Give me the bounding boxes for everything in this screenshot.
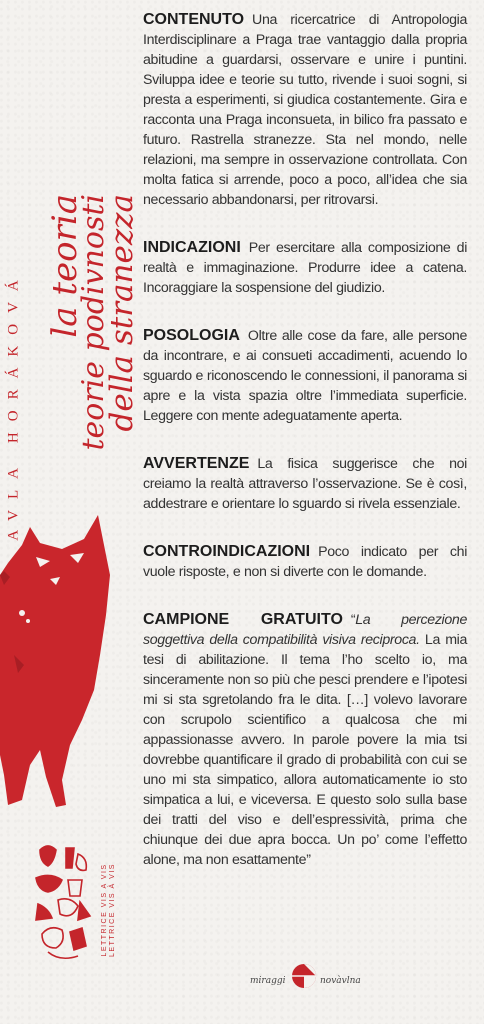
red-cat-illustration — [0, 505, 140, 815]
section-heading: AVVERTENZE — [143, 455, 250, 472]
section-text: Per esercitare alla composizione di realtà e immaginazione. Produrre idee a catena. Incoraggiare la sospensione del giudizio. — [143, 240, 467, 296]
section-text: Una ricercatrice di Antropologia Interdisciplinare a Praga trae vantaggio dalla propria abitudine a guardarsi, osservare e unire i puntini. Sviluppa idee e teorie su tutto, rivende i suoi sogni, si presta a esperimenti, si giudica costantemente. Gira e racconta una Praga inconsueta, in bilico fra passato e futuro. Rastrella stranezze. Sta nel mondo, nelle relazioni, ma sempre in osservazione controllata. Con molta fatica si arrende, poco a poco, all’idea che sia necessario abbandonarsi, per ritrovarsi. — [143, 12, 467, 208]
title-line-2: teorie podivnosti — [76, 194, 111, 451]
publisher-name-left: miraggi — [250, 976, 286, 986]
title-line-1: la teoria — [45, 194, 85, 338]
author-name: AVLA HORÁKOVÁ — [5, 269, 22, 541]
description-column — [143, 10, 467, 898]
section-campione-gratuito — [143, 610, 467, 870]
quote-open-mark: “ — [350, 612, 356, 628]
section-avvertenze — [143, 454, 467, 514]
section-text: Poco indicato per chi vuole risposte, e non si diverte con le domande. — [143, 544, 467, 580]
title-line-3: della stranezza — [104, 194, 140, 432]
publisher-name-right: novàvlna — [320, 976, 361, 986]
section-heading: INDICAZIONI — [143, 239, 241, 256]
section-controindicazioni — [143, 542, 467, 582]
publisher-logo — [250, 960, 360, 1010]
section-heading: CONTROINDICAZIONI — [143, 543, 311, 560]
quote-italic-title: La percezione soggettiva della compatibilità visiva reciproca. — [143, 612, 467, 648]
quote-text: La mia tesi di abilitazione. Il tema l’ho scelto io, ma sinceramente non so più che pesci prendere e l’ipotesi mi si sta sgretolando fra le dita. […] volevo lavorare con scrupolo scientifico a qualcosa che mi appassionasse avvero. In parole povere la mia tsi dovrebbe quantificare il grado di probabilità con cui se uno mi sta simpatico, allora automaticamente io sto simpatica a lui, e viceversa. E questo solo sulla base dei tratti del viso e dell’espressività, prima che chiunque dei due apra bocca. Un po’ come l’effetto alone, ma non esattamente” — [143, 632, 468, 868]
section-text: Oltre alle cose da fare, alle persone da incontrare, e ai consueti accadimenti, acuendo lo sguardo e riconoscendo le connessioni, il panorama si apre e la vista spazia oltre l’immediata superficie. Leggere con mente adeguatamente aperta. — [143, 328, 467, 424]
imprint-line-2: LETTRICE VIS À VIS — [109, 863, 116, 957]
section-text: La fisica suggerisce che noi creiamo la realtà attraverso l’osservazione. Se è così, addestrare e orientare lo sguardo si rivela essenziale. — [143, 456, 467, 512]
imprint-line-1: LETTRICE VIS A VIS — [101, 863, 108, 957]
section-heading: CONTENUTO — [143, 11, 245, 28]
section-indicazioni — [143, 238, 467, 298]
section-posologia — [143, 326, 467, 426]
series-imprint-vertical — [100, 840, 118, 980]
vignette-illustration — [28, 840, 98, 975]
publisher-mark-icon — [290, 962, 318, 990]
section-heading: POSOLOGIA — [143, 327, 240, 344]
book-title-vertical — [45, 186, 140, 506]
section-heading: CAMPIONE GRATUITO — [143, 611, 343, 628]
section-contenuto — [143, 10, 467, 210]
